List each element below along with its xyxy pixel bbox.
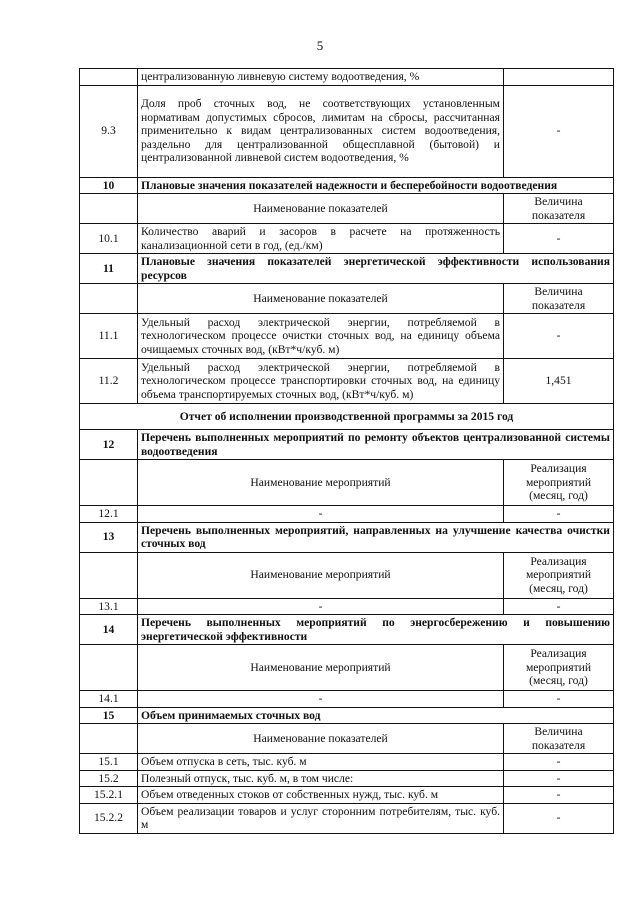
table-row (80, 803, 614, 833)
table-row (80, 598, 614, 615)
row-number: 14.1 (80, 691, 138, 708)
row-value: - (504, 314, 614, 359)
row-value: - (504, 85, 614, 177)
row-description: Количество аварий и засоров в расчете на протяженность канализационной сети в год, (ед./км) (138, 224, 504, 254)
column-header-name: Наименование мероприятий (138, 552, 504, 598)
section-header-row (80, 707, 614, 724)
row-value: - (504, 803, 614, 833)
row-description: - (138, 506, 504, 523)
table-row (80, 314, 614, 359)
column-header-value: Величина показателя (504, 724, 614, 754)
column-header-row (80, 552, 614, 598)
table-row (80, 754, 614, 771)
table-row (80, 69, 614, 86)
section-title: Объем принимаемых сточных вод (138, 707, 614, 724)
section-header-row (80, 430, 614, 460)
row-description: Объем отведенных стоков от собственных нужд, тыс. куб. м (138, 787, 504, 804)
column-header-value: Реализация мероприятий (месяц, год) (504, 645, 614, 691)
section-title: Перечень выполненных мероприятий, направленных на улучшение качества очистки сточных вод (138, 522, 614, 552)
row-value: - (504, 598, 614, 615)
row-description: Доля проб сточных вод, не соответствующих установленным нормативам допустимых сбросов, лимитам на сбросы, рассчитанная применительно к видам централизованных систем водоотведения, раздельно для централизованной общесплавной (бытовой) и централизованной ливневой систем водоотведения, % (138, 85, 504, 177)
column-header-name: Наименование показателей (138, 724, 504, 754)
column-header-row (80, 194, 614, 224)
table-row (80, 770, 614, 787)
section-number: 11 (80, 254, 138, 284)
table-row (80, 224, 614, 254)
section-header-row (80, 177, 614, 194)
row-number: 9.3 (80, 85, 138, 177)
section-header-row (80, 615, 614, 645)
section-header-row (80, 254, 614, 284)
section-number: 10 (80, 177, 138, 194)
column-header-row (80, 724, 614, 754)
column-header-row (80, 645, 614, 691)
row-number: 13.1 (80, 598, 138, 615)
row-description: Удельный расход электрической энергии, потребляемой в технологическом процессе очистки сточных вод, на единицу объема очищаемых сточных вод, (кВт*ч/куб. м) (138, 314, 504, 359)
row-number: 11.2 (80, 359, 138, 404)
row-number: 15.1 (80, 754, 138, 771)
section-number: 13 (80, 522, 138, 552)
report-title-row (80, 404, 614, 430)
table-row (80, 691, 614, 708)
row-description: - (138, 691, 504, 708)
column-header-name: Наименование мероприятий (138, 645, 504, 691)
section-number: 15 (80, 707, 138, 724)
row-value: - (504, 754, 614, 771)
indicators-table (79, 68, 614, 834)
column-header-name: Наименование показателей (138, 194, 504, 224)
column-header-value: Реализация мероприятий (месяц, год) (504, 460, 614, 506)
table-row (80, 85, 614, 177)
row-number: 10.1 (80, 224, 138, 254)
row-value: - (504, 224, 614, 254)
row-description: Удельный расход электрической энергии, потребляемой в технологическом процессе транспортировки сточных вод, на единицу объема транспортируемых сточных вод, (кВт*ч/куб. м) (138, 359, 504, 404)
section-header-row (80, 522, 614, 552)
column-header-name: Наименование показателей (138, 284, 504, 314)
page-number: 5 (316, 38, 324, 53)
row-number (80, 69, 138, 86)
row-value: - (504, 691, 614, 708)
table-row (80, 359, 614, 404)
row-description: - (138, 598, 504, 615)
section-number: 12 (80, 430, 138, 460)
column-header-row (80, 460, 614, 506)
row-number: 15.2 (80, 770, 138, 787)
column-header-name: Наименование мероприятий (138, 460, 504, 506)
row-description: Объем реализации товаров и услуг сторонним потребителям, тыс. куб. м (138, 803, 504, 833)
report-title: Отчет об исполнении производственной программы за 2015 год (80, 404, 614, 430)
column-header-value: Реализация мероприятий (месяц, год) (504, 552, 614, 598)
row-description: Полезный отпуск, тыс. куб. м, в том числе: (138, 770, 504, 787)
row-value (504, 69, 614, 86)
column-header-row (80, 284, 614, 314)
column-header-value: Величина показателя (504, 194, 614, 224)
section-number: 14 (80, 615, 138, 645)
row-number: 12.1 (80, 506, 138, 523)
row-value: 1,451 (504, 359, 614, 404)
row-number: 15.2.1 (80, 787, 138, 804)
row-value: - (504, 770, 614, 787)
row-number: 15.2.2 (80, 803, 138, 833)
row-number: 11.1 (80, 314, 138, 359)
table-row (80, 787, 614, 804)
row-description: централизованную ливневую систему водоотведения, % (138, 69, 504, 86)
section-title: Перечень выполненных мероприятий по ремонту объектов централизованной системы водоотведения (138, 430, 614, 460)
section-title: Перечень выполненных мероприятий по энергосбережению и повышению энергетической эффективности (138, 615, 614, 645)
section-title: Плановые значения показателей энергетической эффективности использования ресурсов (138, 254, 614, 284)
row-description: Объем отпуска в сеть, тыс. куб. м (138, 754, 504, 771)
column-header-value: Величина показателя (504, 284, 614, 314)
row-value: - (504, 787, 614, 804)
row-value: - (504, 506, 614, 523)
table-row (80, 506, 614, 523)
section-title: Плановые значения показателей надежности и бесперебойности водоотведения (138, 177, 614, 194)
